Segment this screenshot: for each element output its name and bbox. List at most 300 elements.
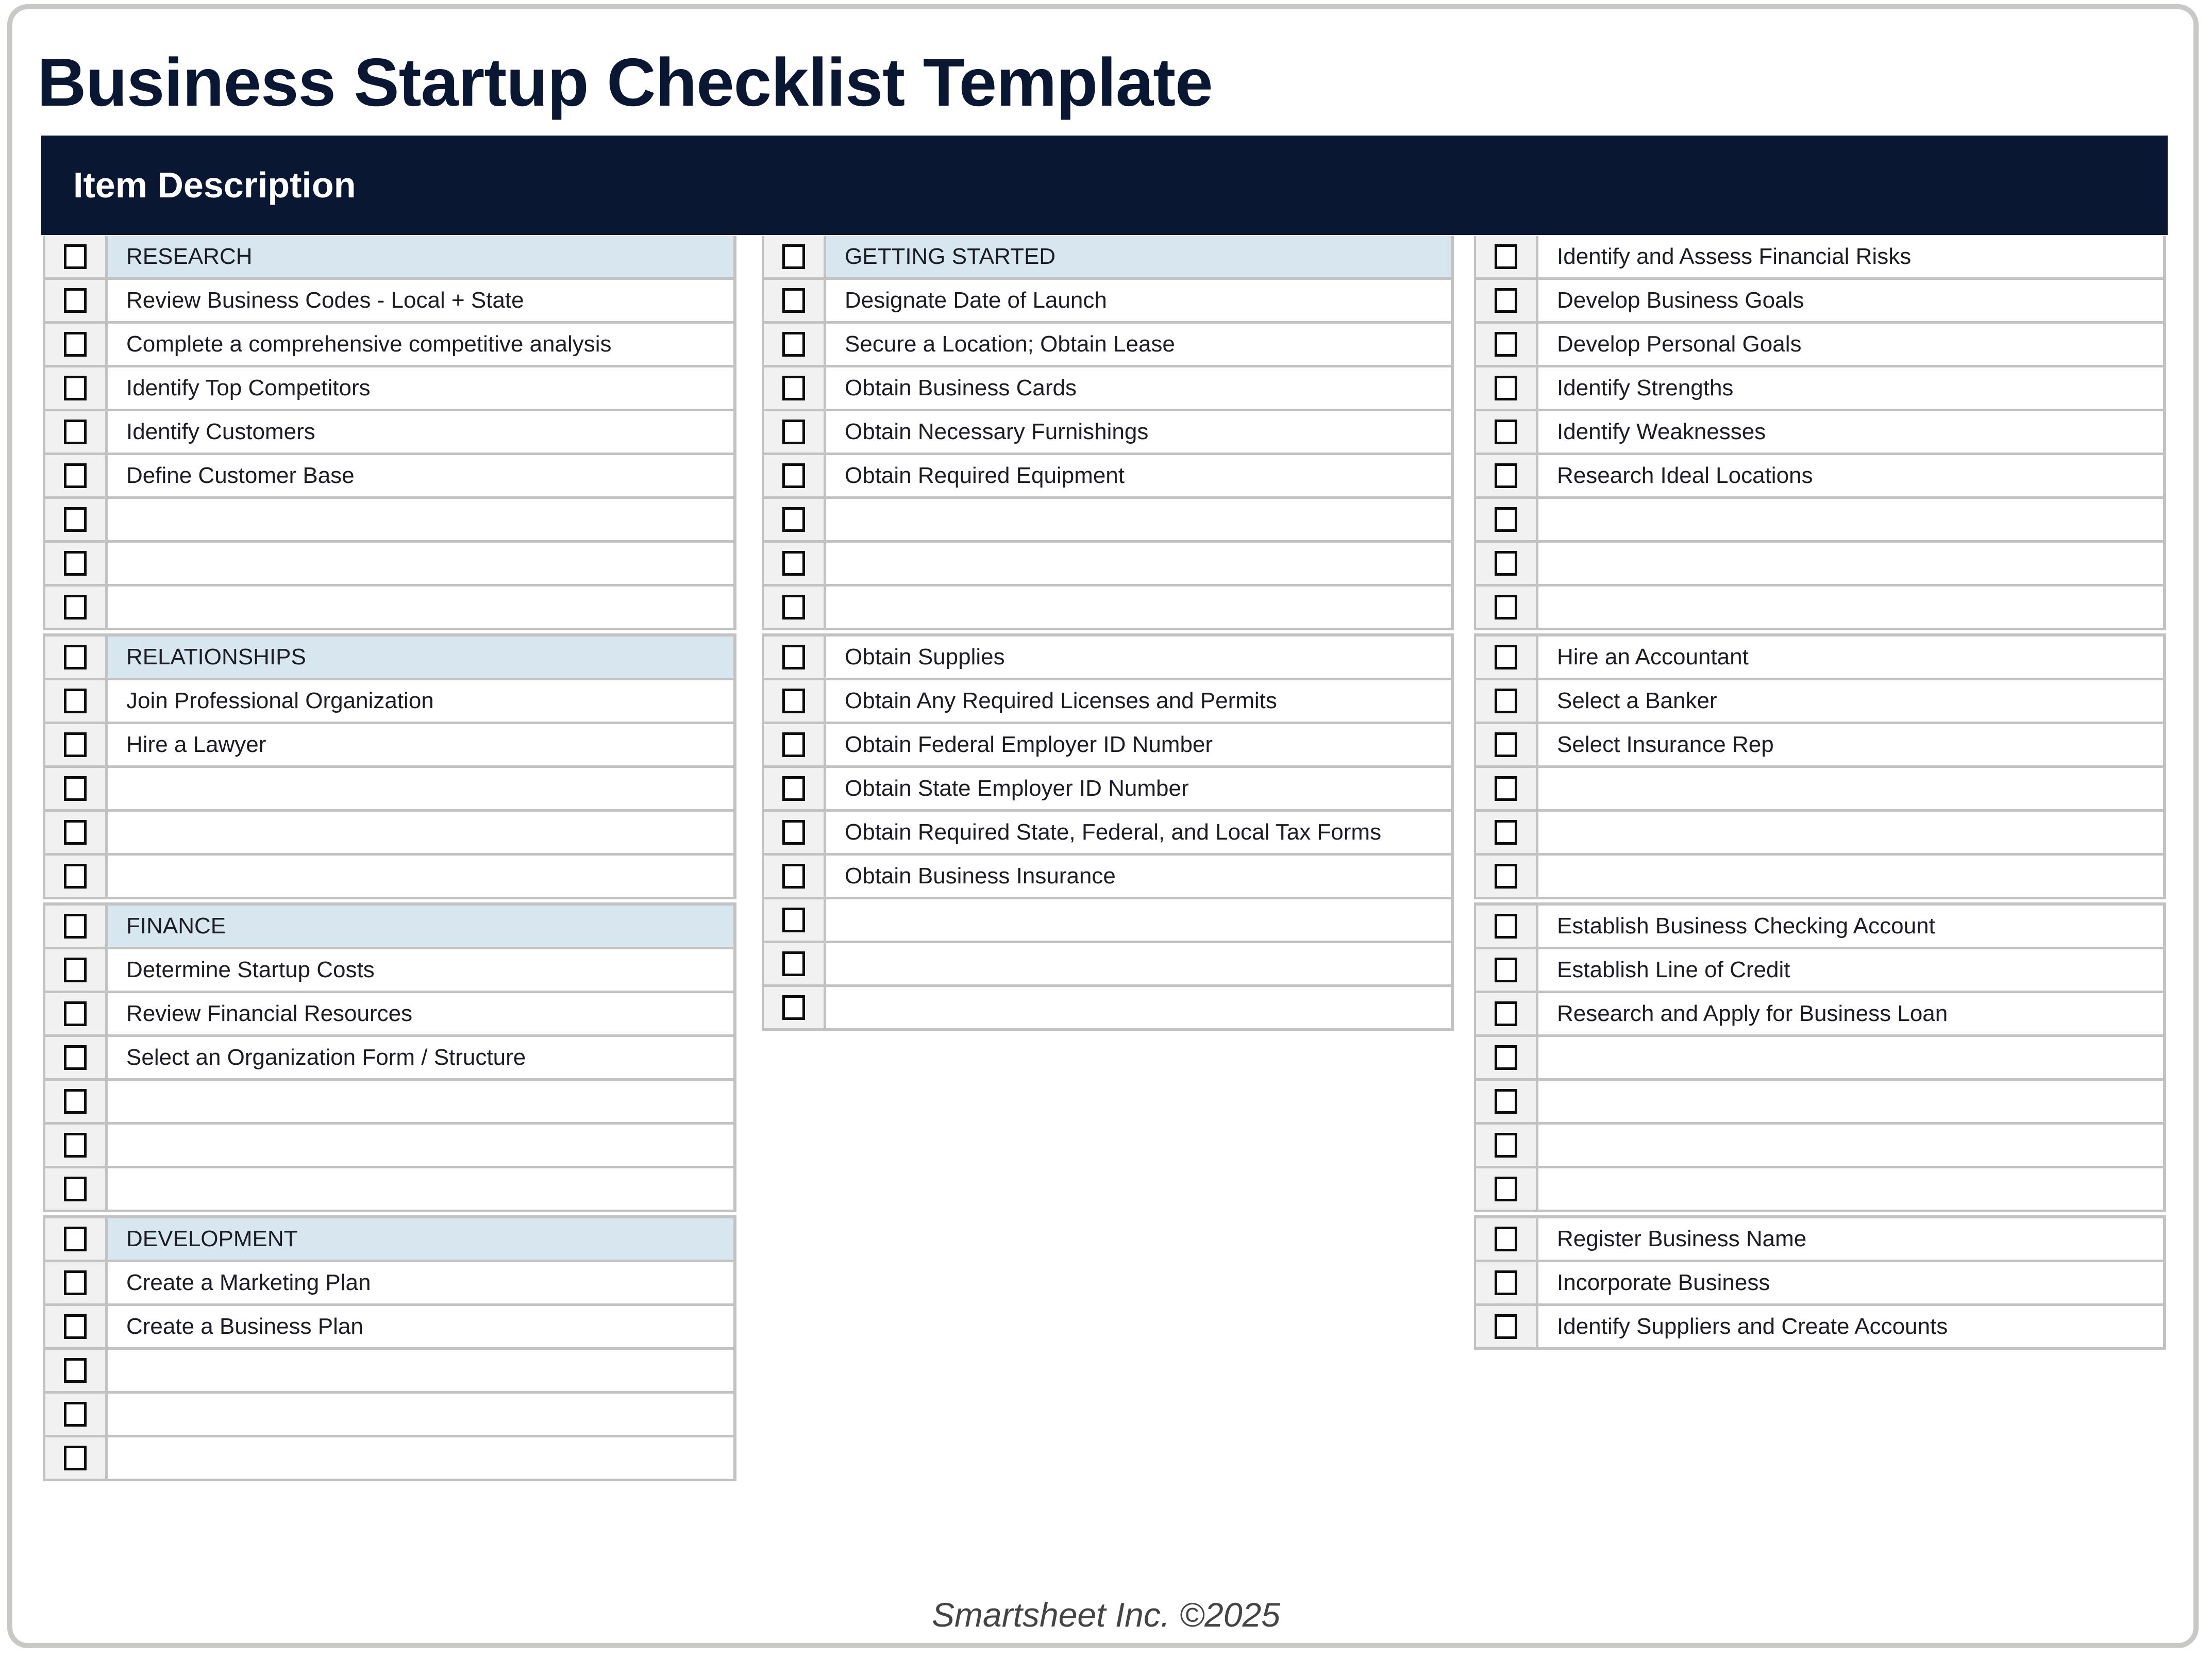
item-description[interactable]	[1538, 768, 2163, 809]
checkbox-icon[interactable]	[782, 507, 805, 532]
checklist-column-2	[762, 236, 1454, 1031]
checkbox-cell	[43, 1350, 108, 1391]
item-description[interactable]	[108, 543, 733, 584]
checkbox-cell	[43, 236, 108, 277]
item-description[interactable]	[108, 1125, 733, 1166]
item-description[interactable]	[826, 987, 1451, 1028]
checklist-row	[762, 637, 1451, 680]
checkbox-cell	[43, 1081, 108, 1122]
item-description[interactable]	[108, 1168, 733, 1210]
checkbox-icon[interactable]	[1495, 864, 1517, 889]
checklist-row	[43, 724, 733, 768]
checkbox-cell	[1474, 1081, 1538, 1122]
item-description[interactable]: Create a Marketing Plan	[108, 1262, 733, 1303]
table-header-bar	[41, 136, 2168, 235]
checkbox-icon[interactable]	[64, 1402, 87, 1427]
item-description[interactable]: Complete a comprehensive competitive analysis	[108, 324, 733, 365]
checklist-row	[1474, 1125, 2163, 1168]
checkbox-icon[interactable]	[1495, 732, 1517, 757]
checkbox-icon[interactable]	[1495, 820, 1517, 845]
item-description[interactable]	[1538, 856, 2163, 897]
checkbox-cell	[1474, 1218, 1538, 1260]
item-description[interactable]: Obtain Business Insurance	[826, 856, 1451, 897]
item-description[interactable]: Obtain Required State, Federal, and Local Tax Forms	[826, 812, 1451, 853]
checklist-row	[43, 949, 733, 993]
checklist-column-3	[1474, 236, 2166, 1350]
checkbox-icon[interactable]	[782, 645, 805, 669]
checklist-row	[1474, 856, 2163, 899]
item-description[interactable]	[826, 899, 1451, 941]
checklist-row	[43, 1081, 733, 1125]
section-header-row	[762, 236, 1451, 280]
checkbox-icon[interactable]	[1495, 332, 1517, 357]
checkbox-icon[interactable]	[64, 864, 87, 889]
checkbox-icon[interactable]	[1495, 1177, 1517, 1201]
checkbox-icon[interactable]	[782, 732, 805, 757]
checkbox-cell	[762, 856, 826, 897]
item-description[interactable]: Select Insurance Rep	[1538, 724, 2163, 765]
checkbox-icon[interactable]	[64, 1227, 87, 1251]
checklist-block	[43, 633, 736, 899]
checkbox-cell	[1474, 812, 1538, 853]
checkbox-icon[interactable]	[1495, 1314, 1517, 1339]
checkbox-icon[interactable]	[64, 376, 87, 400]
checklist-row	[1474, 236, 2163, 280]
checkbox-cell	[762, 455, 826, 496]
checkbox-icon[interactable]	[1495, 1001, 1517, 1026]
item-description[interactable]: Designate Date of Launch	[826, 280, 1451, 321]
checkbox-icon[interactable]	[1495, 776, 1517, 801]
checkbox-icon[interactable]	[782, 376, 805, 400]
item-description[interactable]	[1538, 1037, 2163, 1078]
section-title[interactable]: RELATIONSHIPS	[108, 637, 733, 678]
checklist-row	[1474, 949, 2163, 993]
checkbox-icon[interactable]	[1495, 288, 1517, 313]
checkbox-icon[interactable]	[1495, 689, 1517, 713]
checklist-row	[43, 1125, 733, 1168]
checklist-row	[1474, 1218, 2163, 1262]
item-description[interactable]: Review Business Codes - Local + State	[108, 280, 733, 321]
checklist-row	[1474, 455, 2163, 499]
item-description[interactable]: Define Customer Base	[108, 455, 733, 496]
checkbox-cell	[1474, 949, 1538, 991]
checkbox-icon[interactable]	[782, 595, 805, 619]
checkbox-cell	[43, 1262, 108, 1303]
checkbox-cell	[1474, 1262, 1538, 1303]
checkbox-icon[interactable]	[782, 689, 805, 713]
checklist-row	[1474, 587, 2163, 630]
checkbox-cell	[1474, 768, 1538, 809]
checkbox-icon[interactable]	[64, 244, 87, 269]
item-description[interactable]: Select an Organization Form / Structure	[108, 1037, 733, 1078]
item-description[interactable]	[1538, 1168, 2163, 1210]
checkbox-icon[interactable]	[64, 1314, 87, 1339]
checkbox-cell	[43, 543, 108, 584]
checklist-row	[762, 987, 1451, 1031]
checklist-block	[43, 902, 736, 1212]
item-description[interactable]: Obtain Federal Employer ID Number	[826, 724, 1451, 765]
item-description[interactable]	[108, 1350, 733, 1391]
checkbox-icon[interactable]	[64, 1270, 87, 1295]
item-description[interactable]	[1538, 543, 2163, 584]
checkbox-cell	[43, 768, 108, 809]
checklist-row	[762, 455, 1451, 499]
checklist-row	[1474, 906, 2163, 949]
checklist-row	[1474, 280, 2163, 324]
checkbox-cell	[762, 812, 826, 853]
checkbox-cell	[1474, 543, 1538, 584]
checkbox-cell	[1474, 680, 1538, 722]
checkbox-icon[interactable]	[782, 820, 805, 845]
checklist-row	[762, 411, 1451, 455]
item-description[interactable]	[826, 943, 1451, 984]
checklist-row	[1474, 1168, 2163, 1212]
checkbox-icon[interactable]	[64, 1089, 87, 1114]
checkbox-cell	[762, 280, 826, 321]
checkbox-cell	[1474, 280, 1538, 321]
checkbox-cell	[762, 724, 826, 765]
checklist-row	[43, 768, 733, 812]
checklist-row	[762, 899, 1451, 943]
checklist-row	[1474, 812, 2163, 856]
checklist-row	[1474, 724, 2163, 768]
item-description[interactable]	[108, 499, 733, 540]
checklist-row	[43, 1350, 733, 1394]
checkbox-icon[interactable]	[1495, 595, 1517, 619]
checkbox-cell	[1474, 367, 1538, 409]
checkbox-icon[interactable]	[1495, 376, 1517, 400]
checklist-row	[762, 543, 1451, 587]
item-description[interactable]: Hire a Lawyer	[108, 724, 733, 765]
checklist-block	[43, 1215, 736, 1481]
checkbox-icon[interactable]	[1495, 463, 1517, 488]
checklist-row	[1474, 367, 2163, 411]
checkbox-icon[interactable]	[782, 244, 805, 269]
checkbox-cell	[762, 943, 826, 984]
checkbox-icon[interactable]	[782, 995, 805, 1020]
checkbox-icon[interactable]	[1495, 1270, 1517, 1295]
checkbox-cell	[762, 499, 826, 540]
checklist-row	[43, 367, 733, 411]
item-description[interactable]: Determine Startup Costs	[108, 949, 733, 991]
section-title[interactable]: DEVELOPMENT	[108, 1218, 733, 1260]
item-description[interactable]: Register Business Name	[1538, 1218, 2163, 1260]
item-description[interactable]: Establish Business Checking Account	[1538, 906, 2163, 947]
item-description[interactable]	[108, 856, 733, 897]
checklist-row	[43, 812, 733, 856]
checkbox-cell	[43, 724, 108, 765]
section-header-row	[43, 906, 733, 949]
page-title: Business Startup Checklist Template	[37, 44, 1213, 120]
checkbox-icon[interactable]	[64, 288, 87, 313]
checklist-row	[43, 499, 733, 543]
item-description[interactable]: Research and Apply for Business Loan	[1538, 993, 2163, 1034]
item-description[interactable]: Obtain Any Required Licenses and Permits	[826, 680, 1451, 722]
section-title[interactable]: RESEARCH	[108, 236, 733, 277]
checkbox-cell	[762, 411, 826, 453]
checkbox-icon[interactable]	[1495, 645, 1517, 669]
checkbox-cell	[762, 768, 826, 809]
checkbox-icon[interactable]	[1495, 507, 1517, 532]
item-description[interactable]: Identify Customers	[108, 411, 733, 453]
section-header-row	[43, 1218, 733, 1262]
item-description[interactable]: Review Financial Resources	[108, 993, 733, 1034]
checkbox-cell	[762, 987, 826, 1028]
checkbox-icon[interactable]	[1495, 958, 1517, 982]
checklist-row	[1474, 680, 2163, 724]
checkbox-cell	[43, 680, 108, 722]
checkbox-cell	[762, 680, 826, 722]
checkbox-icon[interactable]	[782, 776, 805, 801]
item-description[interactable]: Obtain Required Equipment	[826, 455, 1451, 496]
checklist-block	[762, 236, 1454, 630]
item-description[interactable]	[1538, 812, 2163, 853]
item-description[interactable]	[1538, 499, 2163, 540]
item-description[interactable]	[1538, 587, 2163, 628]
checkbox-cell	[43, 455, 108, 496]
checkbox-cell	[43, 637, 108, 678]
item-description[interactable]	[826, 543, 1451, 584]
item-description[interactable]: Identify Weaknesses	[1538, 411, 2163, 453]
item-description[interactable]: Identify Suppliers and Create Accounts	[1538, 1306, 2163, 1347]
checkbox-cell	[762, 367, 826, 409]
item-description[interactable]: Develop Business Goals	[1538, 280, 2163, 321]
item-description[interactable]: Obtain State Employer ID Number	[826, 768, 1451, 809]
checkbox-cell	[43, 499, 108, 540]
checkbox-icon[interactable]	[1495, 1089, 1517, 1114]
checkbox-cell	[1474, 236, 1538, 277]
item-description[interactable]: Select a Banker	[1538, 680, 2163, 722]
checklist-row	[762, 280, 1451, 324]
checkbox-cell	[43, 411, 108, 453]
checklist-row	[762, 587, 1451, 630]
checkbox-icon[interactable]	[1495, 1227, 1517, 1251]
checkbox-cell	[43, 367, 108, 409]
checklist-row	[43, 1168, 733, 1212]
checklist-row	[1474, 411, 2163, 455]
item-description[interactable]	[1538, 1125, 2163, 1166]
checklist-block	[1474, 633, 2166, 899]
checklist-row	[762, 724, 1451, 768]
item-description[interactable]	[108, 812, 733, 853]
checkbox-icon[interactable]	[1495, 1133, 1517, 1158]
checklist-row	[43, 411, 733, 455]
checkbox-cell	[1474, 587, 1538, 628]
checkbox-cell	[1474, 324, 1538, 365]
checkbox-icon[interactable]	[1495, 914, 1517, 939]
checklist-row	[1474, 1037, 2163, 1081]
checkbox-icon[interactable]	[64, 420, 87, 444]
item-description[interactable]	[108, 1394, 733, 1435]
checkbox-icon[interactable]	[64, 914, 87, 939]
checkbox-cell	[762, 543, 826, 584]
checkbox-icon[interactable]	[782, 332, 805, 357]
item-description[interactable]: Hire an Accountant	[1538, 637, 2163, 678]
checkbox-cell	[762, 236, 826, 277]
checkbox-icon[interactable]	[782, 420, 805, 444]
checklist-row	[762, 367, 1451, 411]
checklist-row	[43, 680, 733, 724]
checkbox-icon[interactable]	[782, 288, 805, 313]
checkbox-cell	[1474, 1306, 1538, 1347]
item-description[interactable]: Join Professional Organization	[108, 680, 733, 722]
checkbox-cell	[1474, 724, 1538, 765]
checklist-row	[43, 587, 733, 630]
checklist-row	[43, 455, 733, 499]
checkbox-cell	[1474, 499, 1538, 540]
item-description[interactable]: Research Ideal Locations	[1538, 455, 2163, 496]
item-description[interactable]	[826, 499, 1451, 540]
checkbox-cell	[1474, 411, 1538, 453]
checkbox-icon[interactable]	[64, 595, 87, 619]
item-description[interactable]	[108, 1437, 733, 1479]
checklist-row	[1474, 768, 2163, 812]
checklist-row	[762, 812, 1451, 856]
checkbox-cell	[43, 587, 108, 628]
checkbox-icon[interactable]	[64, 507, 87, 532]
checkbox-icon[interactable]	[782, 908, 805, 932]
item-description[interactable]: Secure a Location; Obtain Lease	[826, 324, 1451, 365]
checkbox-icon[interactable]	[1495, 244, 1517, 269]
item-description[interactable]	[108, 1081, 733, 1122]
checkbox-cell	[43, 949, 108, 991]
section-header-row	[43, 236, 733, 280]
checkbox-cell	[43, 1037, 108, 1078]
checkbox-icon[interactable]	[782, 951, 805, 976]
checkbox-cell	[43, 1168, 108, 1210]
item-description[interactable]	[108, 768, 733, 809]
checkbox-cell	[1474, 856, 1538, 897]
checklist-row	[43, 993, 733, 1037]
item-description[interactable]: Identify Top Competitors	[108, 367, 733, 409]
checklist-row	[43, 324, 733, 367]
checkbox-cell	[43, 1394, 108, 1435]
checklist-row	[1474, 324, 2163, 367]
item-description[interactable]	[108, 587, 733, 628]
checklist-row	[1474, 543, 2163, 587]
checklist-block	[43, 236, 736, 630]
checkbox-icon[interactable]	[782, 463, 805, 488]
item-description[interactable]: Develop Personal Goals	[1538, 324, 2163, 365]
checklist-row	[43, 543, 733, 587]
checkbox-icon[interactable]	[64, 1133, 87, 1158]
checkbox-icon[interactable]	[64, 732, 87, 757]
checkbox-icon[interactable]	[64, 820, 87, 845]
checkbox-cell	[43, 1125, 108, 1166]
checkbox-icon[interactable]	[64, 332, 87, 357]
item-description[interactable]: Establish Line of Credit	[1538, 949, 2163, 991]
checkbox-cell	[1474, 637, 1538, 678]
section-header-row	[43, 637, 733, 680]
checkbox-icon[interactable]	[64, 463, 87, 488]
item-description-header: Item Description	[73, 165, 356, 205]
item-description[interactable]: Incorporate Business	[1538, 1262, 2163, 1303]
item-description[interactable]: Create a Business Plan	[108, 1306, 733, 1347]
checkbox-icon[interactable]	[64, 1045, 87, 1070]
checkbox-icon[interactable]	[782, 864, 805, 889]
checkbox-cell	[762, 899, 826, 941]
checkbox-icon[interactable]	[64, 1358, 87, 1383]
checklist-row	[1474, 637, 2163, 680]
checkbox-cell	[43, 280, 108, 321]
checkbox-icon[interactable]	[64, 1177, 87, 1201]
checklist-row	[43, 1306, 733, 1350]
checkbox-icon[interactable]	[64, 689, 87, 713]
item-description[interactable]: Obtain Business Cards	[826, 367, 1451, 409]
checkbox-cell	[43, 856, 108, 897]
checkbox-icon[interactable]	[1495, 420, 1517, 444]
checklist-row	[1474, 993, 2163, 1037]
checklist-row	[43, 1262, 733, 1306]
checkbox-cell	[43, 324, 108, 365]
section-title[interactable]: FINANCE	[108, 906, 733, 947]
item-description[interactable]	[1538, 1081, 2163, 1122]
checkbox-cell	[1474, 1037, 1538, 1078]
checklist-row	[43, 856, 733, 899]
checkbox-cell	[1474, 993, 1538, 1034]
checkbox-cell	[1474, 455, 1538, 496]
checklist-row	[1474, 1081, 2163, 1125]
checklist-block	[762, 633, 1454, 1031]
checklist-block	[1474, 1215, 2166, 1350]
checklist-row	[43, 280, 733, 324]
checkbox-cell	[762, 637, 826, 678]
checkbox-cell	[43, 1306, 108, 1347]
checkbox-icon[interactable]	[64, 1001, 87, 1026]
checkbox-icon[interactable]	[64, 1446, 87, 1470]
checkbox-cell	[1474, 906, 1538, 947]
item-description[interactable]: Identify Strengths	[1538, 367, 2163, 409]
checklist-row	[1474, 499, 2163, 543]
checklist-row	[1474, 1262, 2163, 1306]
checklist-row	[43, 1437, 733, 1481]
checklist-row	[762, 680, 1451, 724]
checkbox-icon[interactable]	[1495, 1045, 1517, 1070]
checkbox-cell	[762, 587, 826, 628]
checkbox-cell	[43, 1218, 108, 1260]
checklist-row	[762, 324, 1451, 367]
checkbox-icon[interactable]	[782, 551, 805, 576]
checkbox-icon[interactable]	[64, 645, 87, 669]
checklist-block	[1474, 236, 2166, 630]
item-description[interactable]: Obtain Necessary Furnishings	[826, 411, 1451, 453]
checkbox-cell	[43, 906, 108, 947]
checklist-row	[762, 856, 1451, 899]
checkbox-cell	[762, 324, 826, 365]
item-description[interactable]: Obtain Supplies	[826, 637, 1451, 678]
item-description[interactable]	[826, 587, 1451, 628]
section-title[interactable]: GETTING STARTED	[826, 236, 1451, 277]
checkbox-cell	[43, 812, 108, 853]
checkbox-icon[interactable]	[1495, 551, 1517, 576]
item-description[interactable]: Identify and Assess Financial Risks	[1538, 236, 2163, 277]
checklist-row	[43, 1037, 733, 1081]
checkbox-cell	[43, 1437, 108, 1479]
checklist-row	[1474, 1306, 2163, 1350]
checkbox-icon[interactable]	[64, 776, 87, 801]
checklist-block	[1474, 902, 2166, 1212]
checkbox-icon[interactable]	[64, 551, 87, 576]
checkbox-cell	[1474, 1125, 1538, 1166]
copyright-footer: Smartsheet Inc. ©2025	[932, 1596, 1280, 1634]
checklist-row	[762, 943, 1451, 987]
checklist-row	[762, 499, 1451, 543]
checklist-row	[43, 1394, 733, 1437]
checklist-row	[762, 768, 1451, 812]
checkbox-icon[interactable]	[64, 958, 87, 982]
checklist-column-1	[43, 236, 736, 1481]
checkbox-cell	[1474, 1168, 1538, 1210]
